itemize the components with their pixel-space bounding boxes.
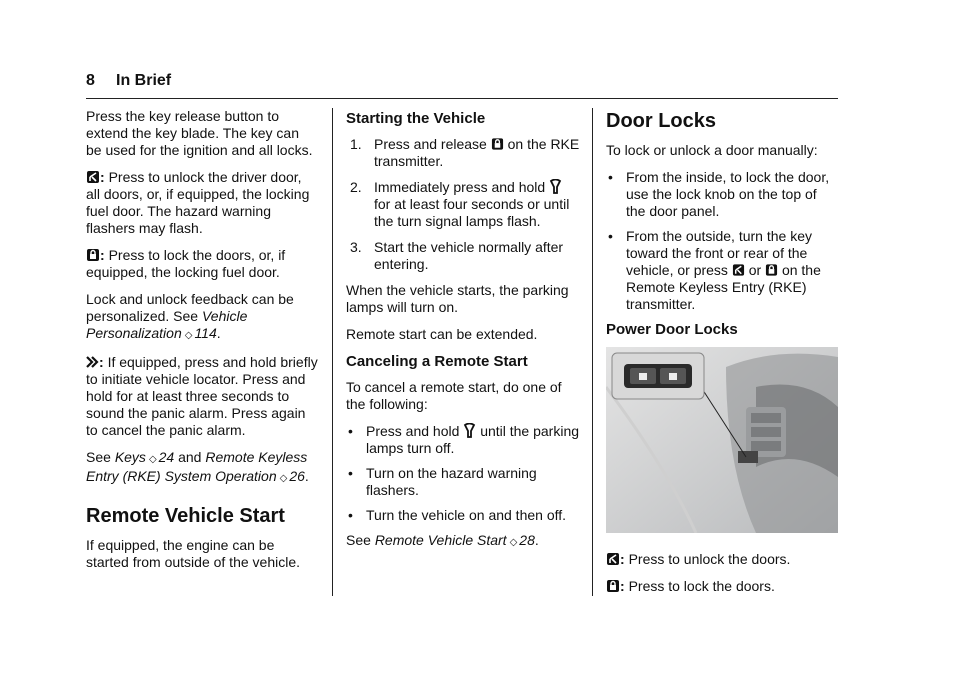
period: . — [216, 325, 221, 341]
cancel-bullet-list — [346, 423, 582, 524]
unlock-caption — [606, 551, 840, 568]
bullet: • — [348, 423, 353, 439]
unlock-icon — [606, 552, 620, 566]
power-door-locks-photo — [606, 347, 838, 533]
list-item — [346, 423, 582, 457]
bullet-text: From the outside, turn the key toward the front or rear of the vehicle, or press — [626, 228, 812, 278]
door-panel-illustration — [606, 347, 838, 533]
step-number: 3. — [350, 239, 362, 255]
bullet-text: on the Remote Keyless Entry (RKE) transmitter. — [626, 262, 821, 312]
see-text: See — [346, 532, 371, 548]
door-locks-heading: Door Locks — [606, 110, 717, 132]
canceling-remote-start-heading: Canceling a Remote Start — [346, 353, 528, 370]
column-3 — [606, 108, 840, 605]
start-steps-list — [346, 136, 582, 273]
see-keys-paragraph — [86, 449, 318, 487]
step-text: Immediately press and hold — [374, 179, 546, 195]
unlock-paragraph — [86, 169, 318, 237]
and-text: and — [178, 449, 202, 465]
list-item — [346, 465, 582, 499]
column-divider — [332, 108, 333, 596]
step-text: Press and release — [374, 136, 487, 152]
column-2 — [346, 108, 582, 561]
remote-vehicle-start-heading: Remote Vehicle Start — [86, 505, 285, 527]
page-reference[interactable]: 24 — [158, 449, 175, 465]
column-divider — [592, 108, 593, 596]
colon: : — [100, 169, 105, 185]
step-number: 1. — [350, 136, 362, 152]
power-door-locks-heading: Power Door Locks — [606, 321, 738, 338]
bullet-text: or — [748, 262, 762, 278]
see-remote-start-paragraph — [346, 532, 582, 551]
lock-icon — [86, 248, 100, 262]
page-arrow-icon: ◇ — [279, 473, 288, 484]
bullet-text: Turn the vehicle on and then off. — [366, 507, 567, 523]
unlock-text: Press to unlock the driver door, all doors, or, if equipped, the locking fuel door. The hazard warning flashers may flash. — [86, 169, 310, 236]
period: . — [534, 532, 539, 548]
rke-operation-link[interactable]: Remote Keyless Entry (RKE) System Operation — [86, 449, 308, 484]
cancel-intro: To cancel a remote start, do one of the following: — [346, 379, 562, 412]
lock-icon — [606, 579, 620, 593]
remote-vehicle-start-link[interactable]: Remote Vehicle Start — [374, 532, 507, 548]
bullet-text: From the inside, to lock the door, use the lock knob on the top of the door panel. — [626, 169, 830, 219]
vehicle-personalization-link[interactable]: Vehicle Personalization — [86, 308, 248, 341]
step-text: for at least four seconds or until the turn signal lamps flash. — [374, 196, 570, 229]
feedback-paragraph — [86, 291, 318, 344]
key-release-paragraph: Press the key release button to extend the key blade. The key can be used for the ignition and all locks. — [86, 108, 313, 158]
page-arrow-icon: ◇ — [148, 454, 157, 465]
bullet-text: Turn on the hazard warning flashers. — [366, 465, 537, 498]
column-1 — [86, 108, 318, 581]
lock-caption — [606, 578, 840, 595]
locator-text: If equipped, press and hold briefly to initiate vehicle locator. Press and hold for at least three seconds to sound the panic alarm. Press again to cancel the panic alarm. — [86, 354, 318, 438]
page-arrow-icon: ◇ — [184, 330, 193, 341]
extend-paragraph: Remote start can be extended. — [346, 326, 538, 342]
bullet: • — [608, 228, 613, 244]
keys-link[interactable]: Keys — [114, 449, 146, 465]
step-number: 2. — [350, 179, 362, 195]
feedback-text: Lock and unlock feedback can be personalized. See — [86, 291, 294, 324]
vehicle-locator-icon — [86, 355, 99, 369]
caption-text: Press to lock the doors. — [628, 578, 775, 594]
remote-start-icon — [549, 179, 562, 194]
step-text: on the RKE transmitter. — [374, 136, 580, 169]
colon: : — [620, 551, 625, 567]
remote-vehicle-start-text: If equipped, the engine can be started from outside of the vehicle. — [86, 537, 300, 570]
remote-start-icon — [463, 423, 476, 438]
unlock-icon — [86, 170, 100, 184]
lock-paragraph — [86, 247, 318, 281]
list-item — [346, 239, 582, 273]
period: . — [304, 468, 309, 484]
lock-icon — [491, 137, 504, 151]
bullet-text: Press and hold — [366, 423, 460, 439]
page-header — [86, 72, 838, 99]
list-item — [606, 228, 840, 313]
list-item — [606, 169, 840, 220]
page-title: In Brief — [116, 72, 172, 89]
colon: : — [99, 354, 104, 370]
bullet: • — [348, 465, 353, 481]
locator-paragraph — [86, 354, 318, 439]
list-item — [346, 507, 582, 524]
bullet: • — [348, 507, 353, 523]
bullet: • — [608, 169, 613, 185]
door-bullet-list — [606, 169, 840, 313]
see-text: See — [86, 449, 111, 465]
bullet-text: until the parking lamps turn off. — [366, 423, 580, 456]
list-item — [346, 136, 582, 170]
page-reference[interactable]: 114 — [194, 325, 217, 341]
door-locks-intro: To lock or unlock a door manually: — [606, 142, 818, 158]
after-start-paragraph: When the vehicle starts, the parking lamps will turn on. — [346, 282, 569, 315]
lock-icon — [765, 263, 778, 277]
unlock-icon — [732, 263, 745, 277]
page-reference[interactable]: 28 — [519, 532, 535, 548]
starting-vehicle-heading: Starting the Vehicle — [346, 110, 486, 127]
page-arrow-icon: ◇ — [509, 537, 518, 548]
page-number: 8 — [86, 72, 95, 89]
lock-text: Press to lock the doors, or, if equipped, the locking fuel door. — [86, 247, 286, 280]
colon: : — [620, 578, 625, 594]
page-reference[interactable]: 26 — [289, 468, 305, 484]
caption-text: Press to unlock the doors. — [628, 551, 791, 567]
step-text: Start the vehicle normally after entering. — [374, 239, 564, 272]
colon: : — [100, 247, 105, 263]
list-item — [346, 179, 582, 230]
